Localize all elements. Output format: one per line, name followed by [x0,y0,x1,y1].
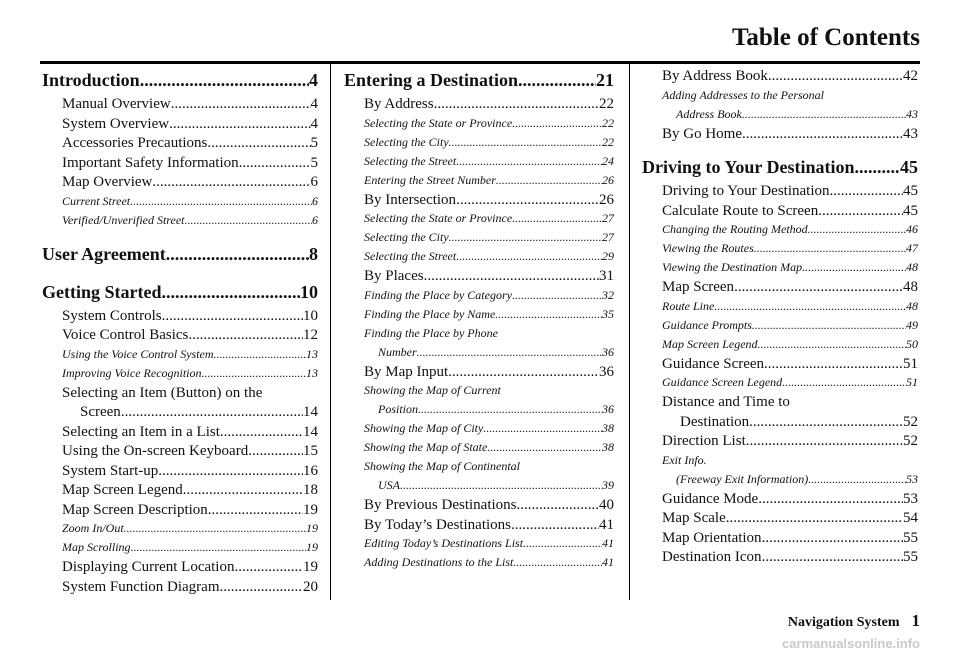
toc-entry-title: By Today’s Destinations [364,516,512,533]
toc-entry-title: Route Line [662,298,715,313]
toc-subentry-line-1[interactable]: Exit Info. [662,452,707,467]
toc-entry[interactable] [344,192,614,212]
toc-entry-title: Selecting an Item in a List [62,423,220,440]
dot-leader [448,364,599,381]
toc-entry-title: Map Overview [62,174,153,190]
toc-subentry[interactable] [642,260,918,279]
toc-section-heading[interactable] [42,282,318,308]
toc-entry[interactable] [42,443,318,463]
toc-subentry[interactable] [344,307,614,326]
dot-leader [483,421,602,436]
footer-label: Navigation System [787,615,900,630]
toc-entry-title: Entering the Street Number [364,172,496,187]
toc-entry-title: Using the Voice Control System [62,346,214,361]
toc-entry-title: Selecting the City [364,134,449,149]
toc-entry-title: Calculate Route to Screen [662,202,819,219]
toc-entry-title: Destination [680,413,750,430]
toc-page-number: 41 [599,516,614,533]
toc-page-number: 27 [602,211,614,225]
toc-entry-title: Changing the Routing Method [662,222,808,236]
dot-leader [130,194,312,209]
toc-entry[interactable] [344,96,614,116]
toc-subentry[interactable] [344,135,614,154]
column-divider [629,64,630,600]
toc-entry-title: By Address Book [662,68,768,84]
toc-page-number: 54 [903,510,918,526]
toc-subentry[interactable] [642,337,918,356]
dot-leader [742,107,906,122]
toc-entry-title: Showing the Map of City [364,421,484,435]
toc-entry[interactable] [344,497,614,517]
toc-page-number: 53 [903,490,918,507]
toc-entry-title: System Controls [62,307,162,324]
toc-entry[interactable] [642,203,918,223]
dot-leader [140,70,309,91]
toc-subentry[interactable] [344,345,614,364]
toc-page-number: 26 [602,172,614,187]
dot-leader [185,213,312,228]
dot-leader [496,173,602,188]
toc-entry-title: Destination Icon [662,549,762,565]
toc-page-number: 29 [602,249,614,263]
toc-page-number: 45 [900,157,918,177]
dot-leader [782,375,906,390]
dot-leader [754,241,906,256]
toc-entry-title: Driving to Your Destination [662,183,830,199]
toc-entry-title: Guidance Screen [662,355,765,372]
toc-entry[interactable] [642,183,918,203]
dot-leader [513,555,602,570]
dot-leader [523,536,602,551]
toc-page-number: 4 [309,70,318,90]
toc-entry-title: Selecting the State or Province [364,211,513,225]
toc-page-number: 36 [599,363,614,380]
toc-entry[interactable] [642,356,918,376]
toc-entry-title: System Overview [62,115,170,132]
toc-page-number: 24 [602,153,614,168]
dot-leader [124,521,306,536]
toc-section-heading[interactable] [642,157,918,183]
dot-leader [234,559,303,576]
toc-subentry[interactable] [642,107,918,126]
toc-entry[interactable] [642,530,918,550]
dot-leader [183,482,303,499]
toc-page-number: 46 [906,222,918,236]
toc-page-number: 48 [903,279,918,295]
toc-page-number: 40 [599,497,614,513]
toc-subentry[interactable] [344,536,614,555]
toc-subentry-line-1[interactable]: Showing the Map of Continental [364,459,520,473]
toc-page-number: 36 [602,344,614,359]
toc-page-number: 38 [602,421,614,435]
toc-entry-title: By Previous Destinations [364,497,517,513]
toc-entry-title: By Intersection [364,191,457,208]
dot-leader [171,96,311,113]
toc-page-number: 14 [303,423,318,440]
toc-entry-title: System Start-up [62,462,159,479]
toc-subentry[interactable] [642,375,918,394]
dot-leader [495,307,602,322]
page-title: Table of Contents [732,24,920,51]
toc-section-heading[interactable] [344,70,614,96]
dot-leader [768,68,903,85]
toc-entry[interactable] [42,482,318,502]
dot-leader [434,96,599,113]
dot-leader [758,337,906,352]
toc-entry[interactable] [642,491,918,511]
toc-entry-title: Guidance Prompts [662,317,752,332]
dot-leader [512,211,602,226]
toc-page-number: 6 [312,212,318,227]
column-divider [330,64,331,600]
toc-page-number: 49 [906,317,918,332]
toc-page-number: 47 [906,241,918,255]
toc-page-number: 53 [906,471,918,486]
toc-page-number: 41 [602,555,614,569]
dot-leader [762,530,903,547]
toc-subentry[interactable] [344,249,614,268]
toc-subentry[interactable] [344,288,614,307]
toc-page-number: 48 [906,298,918,313]
dot-leader [202,366,306,381]
toc-entry[interactable] [344,364,614,384]
toc-entry-title: By Map Input [364,363,449,380]
toc-page-number: 10 [300,281,318,302]
toc-subentry[interactable] [42,366,318,385]
toc-entry-title: By Go Home [662,125,742,142]
toc-entry-title: By Places [364,268,424,284]
toc-section-heading[interactable] [42,70,318,96]
toc-subentry[interactable] [642,299,918,318]
toc-entry[interactable] [344,268,614,288]
toc-subentry[interactable] [344,402,614,421]
dot-leader [512,288,602,303]
toc-subentry[interactable] [42,521,318,540]
dot-leader [456,154,602,169]
toc-page-number: 20 [303,578,318,595]
toc-page-number: 15 [303,443,318,459]
toc-page-number: 19 [306,521,318,535]
toc-entry-title: Finding the Place by Name [364,306,496,321]
toc-entry-title: Selecting the Street [364,153,457,168]
toc-entry[interactable] [42,502,318,522]
toc-entry-title: Address Book [676,106,742,121]
watermark: carmanualsonline.info [782,636,920,651]
toc-subentry[interactable] [344,173,614,192]
dot-leader [742,126,903,143]
dot-leader [764,356,903,373]
dot-leader [855,157,900,178]
toc-entry-line-1[interactable]: Distance and Time to [662,394,790,410]
toc-entry[interactable] [642,433,918,453]
toc-entry[interactable] [42,174,318,194]
dot-leader [166,244,309,265]
dot-leader [208,502,303,519]
toc-page-number: 38 [602,440,614,454]
dot-leader [158,463,303,480]
dot-leader [188,327,303,344]
toc-page-number: 14 [303,404,318,420]
dot-leader [734,279,903,296]
dot-leader [487,440,602,455]
toc-page-number: 55 [903,529,918,546]
dot-leader [161,282,300,303]
header-rule [40,61,920,64]
toc-subentry[interactable] [642,318,918,337]
toc-page-number: 31 [599,268,614,284]
toc-page-number: 19 [303,501,318,518]
dot-leader [131,540,306,555]
toc-page-number: 13 [306,365,318,380]
toc-page-number: 5 [310,135,318,151]
dot-leader [714,299,906,314]
dot-leader [456,192,599,209]
toc-entry[interactable] [42,327,318,347]
toc-page-number: 32 [602,287,614,302]
toc-entry-title: Selecting the Street [364,249,457,263]
toc-entry-title: Direction List [662,433,746,449]
toc-page-number: 5 [310,154,318,171]
dot-leader [220,424,303,441]
toc-page-number: 55 [903,549,918,565]
toc-subentry-line-1[interactable]: Adding Addresses to the Personal [662,87,824,102]
toc-entry-title: Map Screen Description [62,501,208,518]
toc-entry-title: Improving Voice Recognition [62,365,202,380]
toc-page-number: 42 [903,68,918,84]
toc-page-number: 36 [602,402,614,416]
toc-entry-title: Editing Today’s Destinations List [364,536,524,550]
toc-entry[interactable] [642,414,918,434]
toc-entry-title: Screen [80,404,121,420]
toc-entry-title: Accessories Precautions [62,135,208,151]
toc-entry[interactable] [42,308,318,328]
toc-entry-title: Manual Overview [62,96,171,112]
toc-page-number: 4 [310,96,318,112]
dot-leader [512,116,602,131]
toc-page-number: 10 [303,307,318,324]
toc-column-1 [42,68,318,598]
dot-leader [424,268,599,285]
toc-entry[interactable] [42,135,318,155]
toc-page-number: 41 [602,536,614,550]
dot-leader [449,230,602,245]
toc-subentry[interactable] [344,421,614,440]
toc-entry-line-1[interactable]: Selecting an Item (Button) on the [62,384,263,401]
toc-page-number: 6 [310,174,318,190]
dot-leader [749,414,903,431]
page-number: 1 [911,611,920,630]
dot-leader [808,222,906,237]
toc-page-number: 26 [599,191,614,208]
toc-page-number: 48 [906,260,918,274]
dot-leader [818,203,903,220]
dot-leader [456,249,602,264]
toc-entry[interactable] [42,96,318,116]
toc-entry-title: System Function Diagram [62,578,220,595]
dot-leader [762,549,903,566]
toc-page-number: 39 [602,478,614,492]
toc-page-number: 35 [602,306,614,321]
dot-leader [746,433,903,450]
toc-column-3 [642,68,918,569]
dot-leader [752,318,906,333]
toc-entry-title: Map Screen Legend [662,336,758,351]
dot-leader [417,345,602,360]
dot-leader [400,478,602,493]
toc-page-number: 22 [602,115,614,130]
toc-entry[interactable] [42,579,318,599]
toc-page-number: 21 [596,70,614,90]
toc-page-number: 13 [306,346,318,361]
dot-leader [418,402,602,417]
toc-subentry[interactable] [642,222,918,241]
dot-leader [511,517,599,534]
toc-entry-title: Guidance Screen Legend [662,375,783,389]
toc-entry[interactable] [42,424,318,444]
toc-page-number: 27 [602,230,614,244]
toc-entry[interactable] [642,68,918,88]
toc-entry-title: Position [378,402,419,416]
toc-entry-title: Important Safety Information [62,154,239,171]
dot-leader [518,70,596,91]
toc-entry-title: By Address [364,96,434,112]
dot-leader [808,472,906,487]
toc-page-number: 43 [903,125,918,142]
toc-entry[interactable] [642,279,918,299]
toc-page-number: 6 [312,193,318,208]
toc-entry-title: Selecting the State or Province [364,115,513,130]
toc-page-number: 16 [303,462,318,479]
toc-subentry[interactable] [344,116,614,135]
toc-entry-title: Number [378,344,417,359]
toc-subentry[interactable] [344,478,614,497]
toc-entry-title: (Freeway Exit Information) [676,471,809,486]
toc-entry-title: Zoom In/Out [62,521,124,535]
toc-page-number: 22 [599,96,614,112]
toc-page-number: 52 [903,433,918,449]
toc-subentry[interactable] [42,347,318,366]
toc-subentry[interactable] [344,230,614,249]
toc-entry-title: Map Orientation [662,529,762,546]
dot-leader [239,155,311,172]
toc-page-number: 45 [903,183,918,199]
toc-entry[interactable] [344,517,614,537]
toc-entry[interactable] [642,549,918,569]
toc-entry[interactable] [42,463,318,483]
toc-entry-title: Introduction [42,70,140,90]
toc-entry-title: Map Screen [662,279,735,295]
toc-column-2 [344,68,614,574]
toc-page-number: 19 [303,559,318,575]
toc-subentry[interactable] [344,440,614,459]
toc-entry-title: Map Screen Legend [62,482,183,498]
toc-subentry[interactable] [42,540,318,559]
toc-entry-title: Map Scale [662,510,726,526]
dot-leader [162,308,303,325]
toc-entry[interactable] [642,510,918,530]
toc-page-number: 43 [906,106,918,121]
toc-subentry[interactable] [42,213,318,232]
toc-entry-title: Viewing the Destination Map [662,260,803,274]
toc-subentry[interactable] [344,555,614,574]
toc-entry-title: Getting Started [42,281,162,302]
toc-page-number: 51 [906,375,918,389]
dot-leader [152,174,310,191]
dot-leader [220,579,304,596]
toc-page-number: 45 [903,202,918,219]
toc-entry-title: USA [378,478,400,492]
toc-page-number: 18 [303,482,318,498]
toc-entry-title: Adding Destinations to the List [364,555,514,569]
dot-leader [121,404,303,421]
toc-entry-title: Displaying Current Location [62,559,235,575]
toc-entry-title: Using the On-screen Keyboard [62,443,249,459]
toc-subentry[interactable] [642,241,918,260]
toc-subentry[interactable] [344,211,614,230]
toc-page-number: 8 [309,243,318,264]
dot-leader [517,497,600,514]
dot-leader [726,510,903,527]
toc-page-number: 4 [310,115,318,132]
toc-entry-title: Verified/Unverified Street [62,212,185,227]
toc-page-number: 51 [903,355,918,372]
toc-entry[interactable] [42,404,318,424]
toc-entry-title: User Agreement [42,243,166,264]
toc-subentry-line-1[interactable]: Showing the Map of Current [364,383,501,397]
toc-entry-title: Finding the Place by Category [364,287,512,302]
toc-section-heading[interactable] [42,244,318,270]
dot-leader [830,183,903,200]
dot-leader [248,443,303,460]
toc-entry-title: Viewing the Routes [662,241,754,255]
dot-leader [169,116,310,133]
toc-entry[interactable] [642,126,918,146]
toc-subentry[interactable] [344,154,614,173]
toc-page-number: 52 [903,413,918,430]
toc-entry[interactable] [42,155,318,175]
toc-entry-title: Entering a Destination [344,70,519,90]
toc-entry[interactable] [42,559,318,579]
dot-leader [449,135,602,150]
toc-page-number: 22 [602,134,614,149]
toc-entry-title: Guidance Mode [662,490,759,507]
toc-entry-title: Map Scrolling [62,540,131,554]
toc-page-number: 12 [303,327,318,343]
dot-leader [214,347,306,362]
dot-leader [207,135,310,152]
toc-page-number: 19 [306,540,318,554]
toc-subentry-line-1[interactable]: Finding the Place by Phone [364,325,498,340]
toc-entry-title: Driving to Your Destination [642,157,855,177]
dot-leader [758,491,903,508]
toc-entry-title: Current Street [62,193,131,208]
toc-page-number: 50 [906,336,918,351]
toc-subentry[interactable] [42,194,318,213]
toc-entry[interactable] [42,116,318,136]
page-footer [788,611,920,631]
toc-entry-title: Selecting the City [364,230,449,244]
toc-subentry[interactable] [642,472,918,491]
dot-leader [802,260,906,275]
toc-entry-title: Showing the Map of State [364,440,488,454]
toc-entry-title: Voice Control Basics [62,327,189,343]
